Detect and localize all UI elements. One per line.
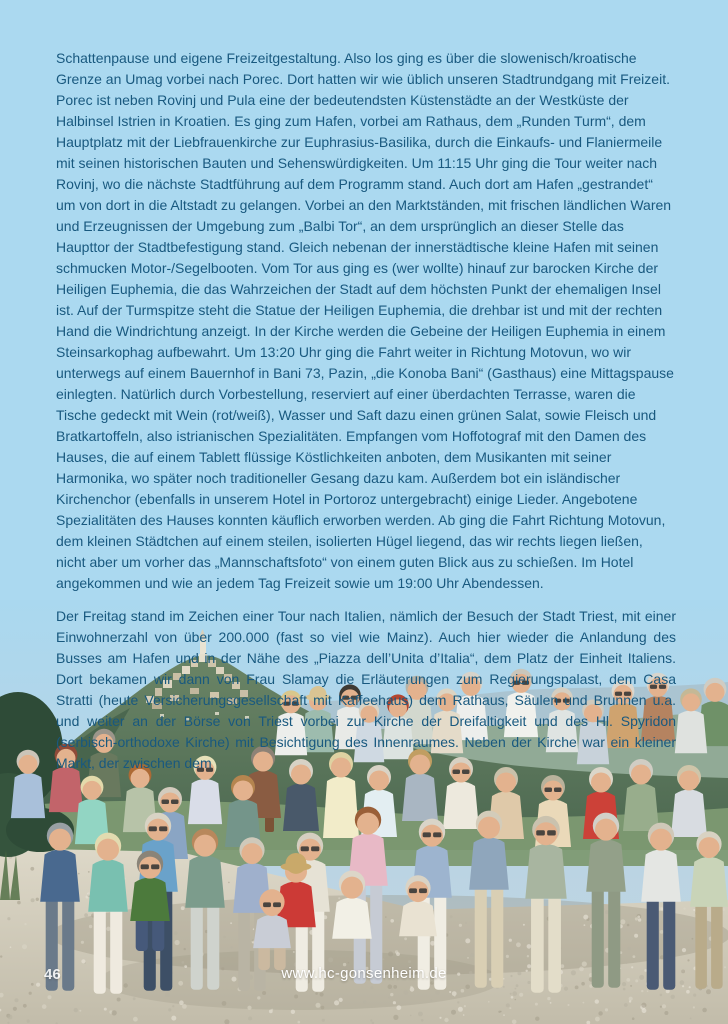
article-text bbox=[56, 48, 676, 786]
paragraph-trip-triest: Der Freitag stand im Zeichen einer Tour nach Italien, nämlich der Besuch der Stadt Triest, mit einer Einwohnerzahl von über 200.000 (fast so viel wie Mainz). Auch hier wieder die Anlandung des Busses am Hafen und in der Nähe des „Piazza dell’Unita d’Italia“, dem Platz der Einheit Italiens. Dort bekamen wir dann von Frau Slamay die Erläuterungen zum Regierungspalast, dem Casa Stratti (heute Versicherungsgesellschaft mit Kaffeehaus) dem Rathaus, Säulen und Brunnen u.a. und weiter an der Börse von Triest vorbei zur Kirche der Dreifaltigkeit und des Hl. Spyridon (serbisch-orthodoxe Kirche) mit Besichtigung des Innenraumes. Neben der Kirche war ein kleiner Markt, der zwischen dem bbox=[56, 608, 676, 771]
footer-website-link[interactable]: www.hc-gonsenheim.de bbox=[281, 965, 447, 982]
paragraph-trip-porec-rovinj: Schattenpause und eigene Freizeitgestaltung. Also los ging es über die slowenisch/kroatische Grenze an Umag vorbei nach Porec. Dort hatten wir wie üblich unseren Stadtrundgang mit Freizeit. Porec ist neben Rovinj und Pula eine der bedeutendsten Küstenstädte an der Westküste der Halbinsel Istrien in Kroatien. Es ging zum Hafen, vorbei am Rathaus, dem „Runden Turm“, dem Hauptplatz mit der Liebfrauenkirche zur Euphrasius-Basilika, durch die Einkaufs- und Flaniermeile mit seinen historischen Bauten und Sehenswürdigkeiten. Um 11:15 Uhr ging die Tour weiter nach Rovinj, wo die nächste Stadtführung auf dem Programm stand. Auch dort am Hafen „gestrandet“ um von dort in die Altstadt zu gelangen. Vorbei an den Marktständen, mit frischen ländlichen Waren und Erzeugnissen der Umgebung zum „Balbi Tor“, an dem ursprünglich an dieser Stelle das Haupttor der Stadtbefestigung stand. Gleich nebenan der innerstädtische kleine Hafen mit seinen schmucken Motor-/Segelbooten. Vom Tor aus ging es (wer wollte) hinauf zur barocken Kirche der Heiligen Euphemia, die das Wahrzeichen der Stadt auf dem höchsten Punkt der ehemaligen Insel ist. Auf der Turmspitze steht die Statue der Heiligen Euphemia, die drehbar ist und mit der rechten Hand die Windrichtung anzeigt. In der Kirche werden die Gebeine der Heiligen Euphemia in einem Steinsarkophag aufbewahrt. Um 13:20 Uhr ging die Fahrt weiter in Richtung Motovun, wo wir unterwegs auf einem Bauernhof in Bani 73, Pazin, „die Konoba Bani“ (Gasthaus) eine Mittagspause einlegten. Natürlich durch Vorbestellung, reserviert auf einer überdachten Terrasse, waren die Tische gedeckt mit Wein (rot/weiß), Wasser und Saft dazu einen grünen Salat, sowie Fleisch und Bratkartoffeln, also istrianischen Spezialitäten. Empfangen vom Hoffotograf mit den Damen des Hauses, die auf einem Tablett flüssige Köstlichkeiten anboten, dem Musikanten mit seiner Harmonika, wo später noch traditioneller Gesang dazu kam. Außerdem bot ein isländischer Kirchenchor (ebenfalls in unserem Hotel in Portoroz untergebracht) einige Lieder. Angebotene Spezialitäten des Hauses konnten käuflich erworben werden. Ab ging die Fahrt Richtung Motovun, dem kleinen Städtchen auf einem steilen, isolierten Hügel liegend, das wir rechts liegen ließen, nicht aber um vorher das „Mannschaftsfoto“ von einem guten Blick aus zu schießen. Im Hotel angekommen und wie an jedem Tag Freizeit sowie um 19:00 Uhr Abendessen. bbox=[56, 50, 674, 591]
page-number: 46 bbox=[44, 966, 61, 983]
